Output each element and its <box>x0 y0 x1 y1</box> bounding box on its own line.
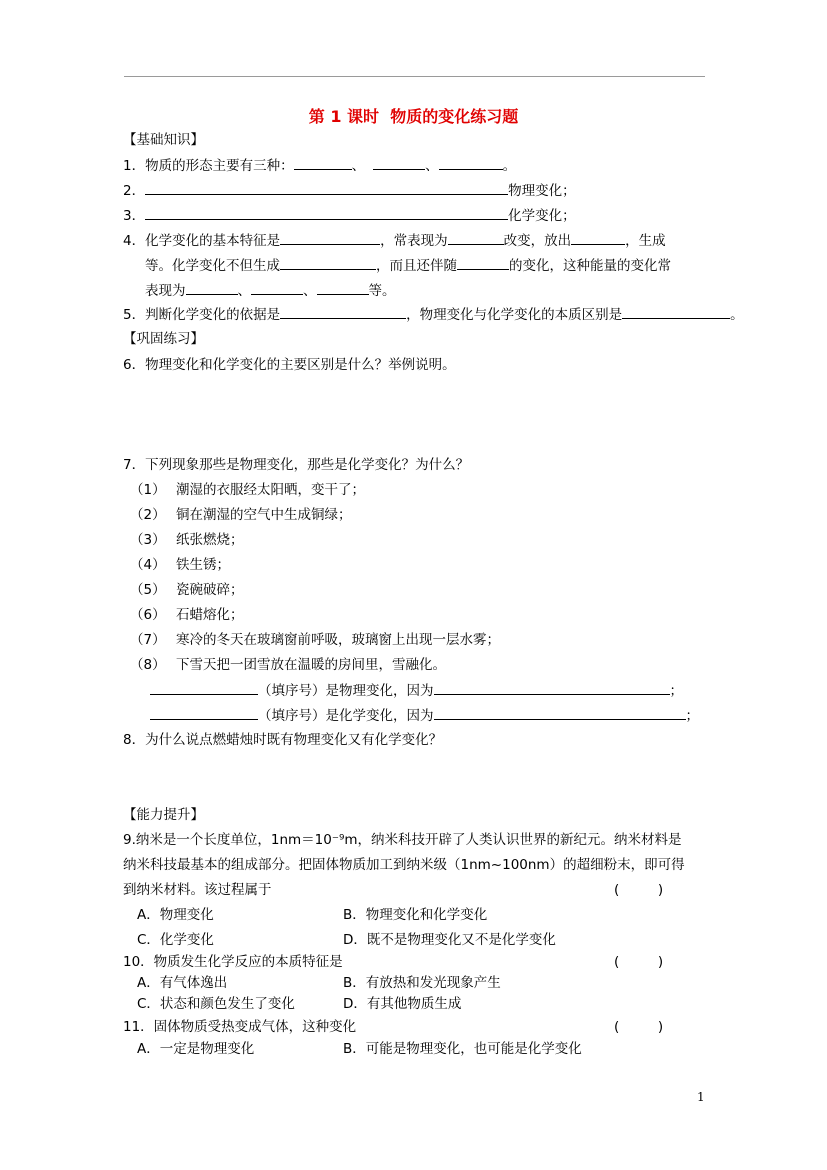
list-item: （1） 潮湿的衣服经太阳晒，变干了； <box>130 482 365 498</box>
question-6: 6．物理变化和化学变化的主要区别是什么？举例说明。 <box>123 357 456 373</box>
question-9-line-1: 9.纳米是一个长度单位，1nm＝10⁻⁹m，纳米科技开辟了人类认识世界的新纪元。纳米材料是 <box>123 832 682 848</box>
blank[interactable] <box>186 281 238 295</box>
blank[interactable] <box>373 156 425 170</box>
blank[interactable] <box>317 281 369 295</box>
blank[interactable] <box>439 156 503 170</box>
blank[interactable] <box>251 281 303 295</box>
question-4-line-3: 表现为 、 、 等。 <box>145 283 396 299</box>
option-d[interactable]: D．有其他物质生成 <box>343 996 462 1012</box>
section-basic: 【基础知识】 <box>123 132 204 148</box>
question-9-line-3: 到纳米材料。该过程属于 <box>123 882 272 898</box>
option-b[interactable]: B．物理变化和化学变化 <box>343 907 488 923</box>
list-item: （3） 纸张燃烧； <box>130 532 244 548</box>
answer-paren[interactable]: ( ) <box>614 1019 664 1035</box>
question-10-stem: 10．物质发生化学反应的本质特征是 <box>123 954 343 970</box>
option-a[interactable]: A．一定是物理变化 <box>137 1041 255 1057</box>
option-c[interactable]: C．化学变化 <box>137 932 214 948</box>
question-4-line-1: 4．化学变化的基本特征是 ，常表现为 改变，放出 ，生成 <box>123 233 666 249</box>
list-item: （8） 下雪天把一团雪放在温暖的房间里，雪融化。 <box>130 657 446 673</box>
blank[interactable] <box>150 706 258 720</box>
option-a[interactable]: A．有气体逸出 <box>137 975 228 991</box>
blank[interactable] <box>434 681 670 695</box>
blank[interactable] <box>448 231 504 245</box>
question-9-line-2: 纳米科技最基本的组成部分。把固体物质加工到纳米级（1nm~100nm）的超细粉末，即可得 <box>123 857 685 873</box>
blank[interactable] <box>294 156 352 170</box>
answer-paren[interactable]: ( ) <box>614 954 664 970</box>
question-7-fill-physical: （填序号）是物理变化，因为 ； <box>150 681 683 700</box>
page-number: 1 <box>697 1090 705 1104</box>
question-8: 8．为什么说点燃蜡烛时既有物理变化又有化学变化？ <box>123 732 443 748</box>
list-item: （2） 铜在潮湿的空气中生成铜绿； <box>130 507 352 523</box>
blank[interactable] <box>145 181 508 195</box>
option-b[interactable]: B．有放热和发光现象产生 <box>343 975 501 991</box>
section-practice: 【巩固练习】 <box>123 331 204 347</box>
blank[interactable] <box>571 231 625 245</box>
blank[interactable] <box>280 305 406 319</box>
blank[interactable] <box>434 706 686 720</box>
blank[interactable] <box>280 256 376 270</box>
list-item: （4） 铁生锈； <box>130 557 230 573</box>
question-7-fill-chemical: （填序号）是化学变化，因为 ； <box>150 706 699 725</box>
section-advanced: 【能力提升】 <box>123 807 204 823</box>
question-1: 1．物质的形态主要有三种： 、 、 。 <box>123 158 517 174</box>
list-item: （5） 瓷碗破碎； <box>130 582 244 598</box>
question-11-stem: 11．固体物质受热变成气体，这种变化 <box>123 1019 357 1035</box>
blank[interactable] <box>280 231 380 245</box>
option-c[interactable]: C．状态和颜色发生了变化 <box>137 996 295 1012</box>
blank[interactable] <box>622 305 730 319</box>
question-7-stem: 7．下列现象那些是物理变化，那些是化学变化？为什么？ <box>123 457 470 473</box>
list-item: （6） 石蜡熔化； <box>130 607 244 623</box>
question-5: 5．判断化学变化的依据是 ，物理变化与化学变化的本质区别是 。 <box>123 307 744 323</box>
blank[interactable] <box>150 681 258 695</box>
blank[interactable] <box>145 206 508 220</box>
header-rule <box>124 76 705 77</box>
question-3: 3． 化学变化； <box>123 208 576 224</box>
answer-paren[interactable]: ( ) <box>614 882 664 898</box>
option-d[interactable]: D．既不是物理变化又不是化学变化 <box>343 932 556 948</box>
page-title: 第 1 课时 物质的变化练习题 <box>308 107 519 126</box>
blank[interactable] <box>457 256 509 270</box>
question-4-line-2: 等。化学变化不但生成 ，而且还伴随 的变化，这种能量的变化常 <box>145 258 671 274</box>
question-2: 2． 物理变化； <box>123 183 576 199</box>
option-a[interactable]: A．物理变化 <box>137 907 214 923</box>
list-item: （7） 寒冷的冬天在玻璃窗前呼吸，玻璃窗上出现一层水雾； <box>130 632 500 648</box>
option-b[interactable]: B．可能是物理变化，也可能是化学变化 <box>343 1041 582 1057</box>
